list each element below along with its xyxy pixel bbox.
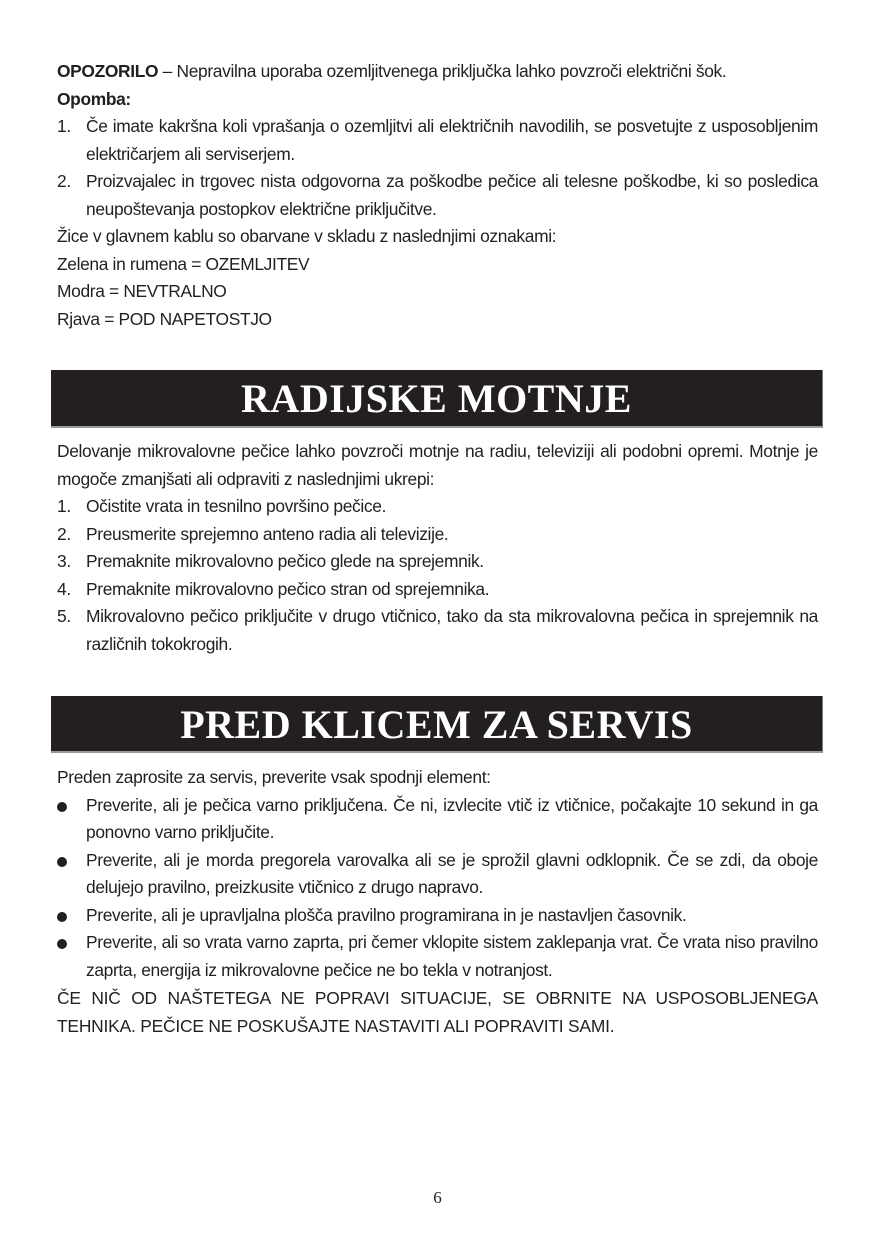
list-number: 2. <box>57 171 71 191</box>
note-text: Proizvajalec in trgovec nista odgovorna za poškodbe pečice ali telesne poškodbe, ki so posledica neupoštevanja postopkov električne priključitve. <box>86 171 818 219</box>
note-item <box>57 113 818 168</box>
page-number: 6 <box>433 1188 442 1207</box>
radio-step: 1. Očistite vrata in tesnilno površino pečice. <box>57 493 818 521</box>
service-section <box>57 764 818 1040</box>
list-number: 1. <box>57 496 71 516</box>
list-number: 1. <box>57 116 71 136</box>
list-number: 5. <box>57 606 71 626</box>
radio-step: 2. Preusmerite sprejemno anteno radia ali televizije. <box>57 521 818 549</box>
radio-step: 5. Mikrovalovno pečico priključite v drugo vtičnico, tako da sta mikrovalovna pečica in sprejemnik na različnih tokokrogih. <box>57 603 818 658</box>
note-text: Če imate kakršna koli vprašanja o ozemljitvi ali električnih navodilih, se posvetujte z usposobljenim električarjem ali serviserjem. <box>86 116 818 164</box>
list-number: 2. <box>57 523 71 544</box>
service-check: Preverite, ali je pečica varno priključena. Če ni, izvlecite vtič iz vtičnice, počakajte 10 sekund in ga ponovno varno priključite. <box>57 792 818 847</box>
service-check: Preverite, ali je morda pregorela varovalka ali se je sprožil glavni odklopnik. Če se zdi, da oboje delujejo pravilno, preizkusite vtičnico z drugo napravo. <box>57 847 818 902</box>
radio-section <box>57 438 818 658</box>
service-intro: Preden zaprosite za servis, preverite vsak spodnji element: <box>57 767 491 787</box>
wire-neutral: Modra = NEVTRALNO <box>57 281 227 301</box>
section-title-radio: RADIJSKE MOTNJE <box>51 370 823 428</box>
service-closing: ČE NIČ OD NAŠTETEGA NE POPRAVI SITUACIJE, SE OBRNITE NA USPOSOBLJENEGA TEHNIKA. PEČICE NE POSKUŠAJTE NASTAVITI ALI POPRAVITI SAMI. <box>57 988 818 1036</box>
radio-intro: Delovanje mikrovalovne pečice lahko povzroči motnje na radiu, televiziji ali podobni opremi. Motnje je mogoče zmanjšati ali odpraviti z naslednjimi ukrepi: <box>57 441 818 489</box>
warning-paragraph <box>57 58 818 86</box>
bullet-icon <box>57 912 67 922</box>
bullet-icon <box>57 939 67 949</box>
bullet-icon <box>57 857 67 867</box>
wires-intro: Žice v glavnem kablu so obarvane v skladu z naslednjimi oznakami: <box>57 226 557 246</box>
wire-live: Rjava = POD NAPETOSTJO <box>57 308 272 329</box>
grounding-section <box>57 58 818 333</box>
list-number: 4. <box>57 578 71 599</box>
service-check: Preverite, ali je upravljalna plošča pravilno programirana in je nastavljen časovnik. <box>57 902 818 930</box>
section-title-service: PRED KLICEM ZA SERVIS <box>51 696 823 753</box>
radio-step: 3. Premaknite mikrovalovno pečico glede na sprejemnik. <box>57 548 818 576</box>
list-number: 3. <box>57 551 71 571</box>
service-check: Preverite, ali so vrata varno zaprta, pri čemer vklopite sistem zaklepanja vrat. Če vrata niso pravilno zaprta, energija iz mikrovalovne pečice ne bo tekla v notranjost. <box>57 929 818 984</box>
warning-label: OPOZORILO <box>57 61 159 81</box>
radio-step: 4. Premaknite mikrovalovno pečico stran od sprejemnika. <box>57 576 818 604</box>
bullet-icon <box>57 802 67 812</box>
wire-ground: Zelena in rumena = OZEMLJITEV <box>57 253 310 274</box>
note-item <box>57 168 818 223</box>
note-label: Opomba: <box>57 88 131 109</box>
warning-text: – Nepravilna uporaba ozemljitvenega priključka lahko povzroči električni šok. <box>158 61 727 81</box>
